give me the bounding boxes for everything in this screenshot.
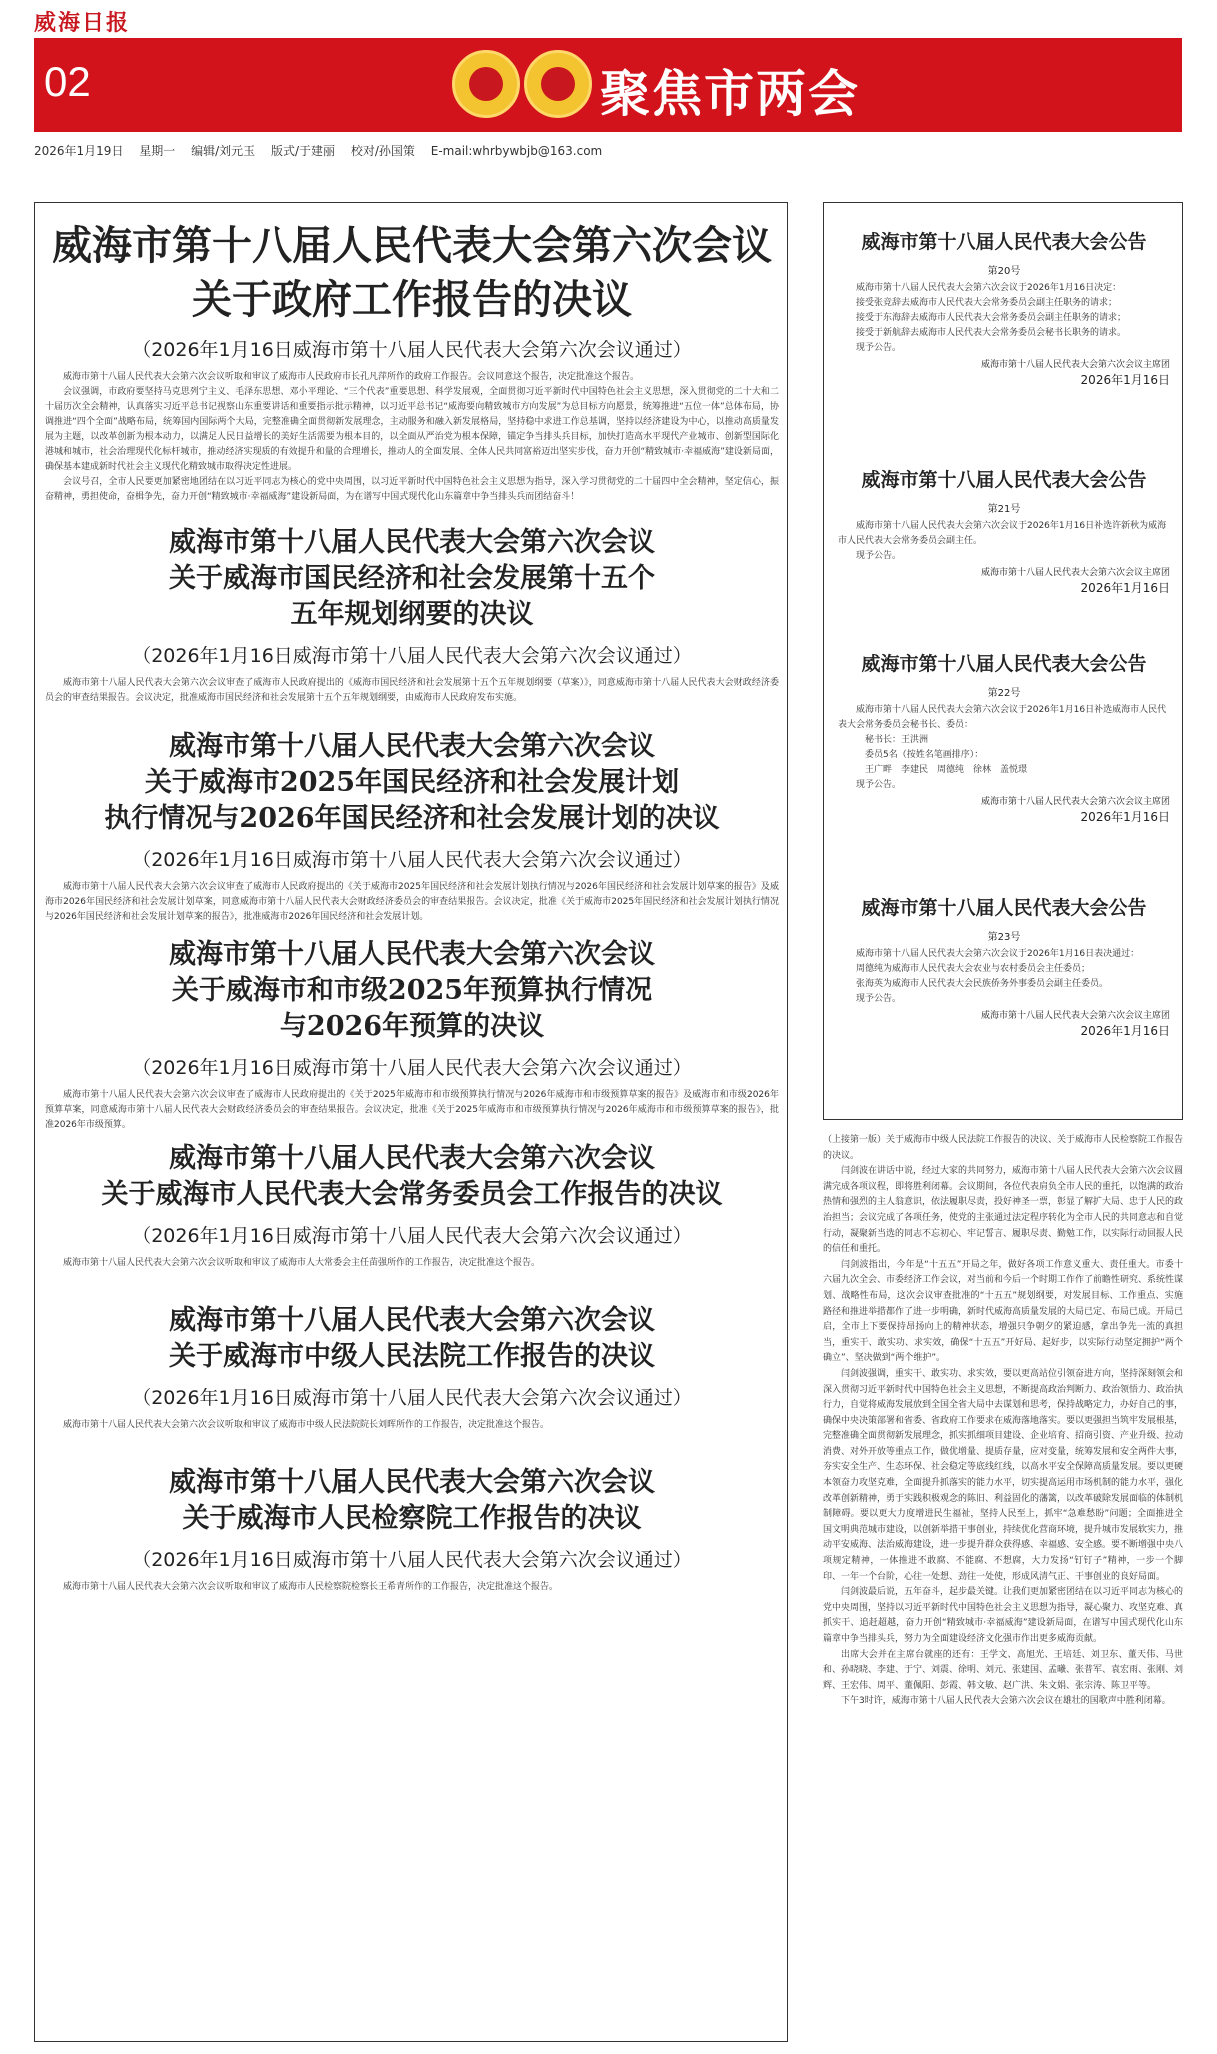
announcement-signature: 威海市第十八届人民代表大会第六次会议主席团 2026年1月16日 [980, 797, 1170, 824]
newspaper-logo: 威海日报 [34, 10, 131, 36]
proofreader: 校对/孙国策 [350, 144, 415, 158]
announcement-body: 威海市第十八届人民代表大会第六次会议于2026年1月16日表决通过： 周德纯为威海市人民代表大会农业与农村委员会主任委员； 张海英为威海市人民代表大会民族侨务外事委员会副主任委员。 现予公告。 [856, 949, 1140, 1004]
article-subtitle: （2026年1月16日威海市第十八届人民代表大会第六次会议通过） [132, 645, 692, 667]
announcement-23 [838, 893, 1170, 1039]
article-budget [45, 937, 779, 1133]
article-subtitle: （2026年1月16日威海市第十八届人民代表大会第六次会议通过） [132, 1387, 692, 1409]
announcement-body: 威海市第十八届人民代表大会第六次会议于2026年1月16日补选许新秋为威海市人民代表大会常务委员会副主任。 现予公告。 [838, 521, 1167, 561]
article-title: 威海市第十八届人民代表大会第六次会议 关于威海市人民检察院工作报告的决议 [169, 1467, 655, 1534]
announcement-title: 威海市第十八届人民代表大会公告 [861, 231, 1147, 253]
article-title: 威海市第十八届人民代表大会第六次会议 关于威海市国民经济和社会发展第十五个 五年规划纲要的决议 [169, 527, 655, 630]
cppcc-emblem-icon [524, 50, 592, 118]
announcement-body: 威海市第十八届人民代表大会第六次会议于2026年1月16日决定： 接受张竞辞去威海市人民代表大会常务委员会副主任职务的请求； 接受于东海辞去威海市人民代表大会常务委员会副主任职务的请求； 接受于新航辞去威海市人民代表大会常务委员会秘书长职务的请求。 现予公告。 [856, 283, 1127, 353]
announcement-signature: 威海市第十八届人民代表大会第六次会议主席团 2026年1月16日 [980, 568, 1170, 595]
article-body: 威海市第十八届人民代表大会第六次会议听取和审议了威海市中级人民法院院长刘晖所作的工作报告，决定批准这个报告。 [63, 1420, 550, 1430]
section-banner [34, 38, 1182, 132]
article-government-report [45, 219, 779, 505]
announcement-22 [838, 649, 1170, 825]
article-subtitle: （2026年1月16日威海市第十八届人民代表大会第六次会议通过） [132, 849, 692, 871]
article-title: 威海市第十八届人民代表大会第六次会议 关于政府工作报告的决议 [52, 222, 772, 323]
article-court [45, 1303, 779, 1433]
issue-date: 2026年1月19日 [34, 144, 124, 158]
announcement-body: 威海市第十八届人民代表大会第六次会议于2026年1月16日补选威海市人民代表大会常务委员会秘书长、委员： 秘书长：王洪洲 委员5名（按姓名笔画排序）： 王广畔 李建民 周德纯 徐林 盖悦璟 现予公告。 [838, 705, 1167, 790]
announcement-title: 威海市第十八届人民代表大会公告 [861, 653, 1147, 675]
article-procuratorate [45, 1465, 779, 1595]
section-title: 聚焦市两会 [600, 65, 860, 123]
announcement-21 [838, 465, 1170, 596]
article-body: 威海市第十八届人民代表大会第六次会议听取和审议了威海市人民政府市长孔凡萍所作的政府工作报告。会议同意这个报告，决定批准这个报告。 会议强调，市政府要坚持马克思列宁主义、毛泽东思想、邓小平理论、“三个代表”重要思想、科学发展观，全面贯彻习近平新时代中国特色社会主义思想，深入贯彻党的二十大和二十届历次全会精神，认真落实习近平总书记视察山东重要讲话和重要指示批示精神，以习近平总书记“威海要向精致城市方向发展”为总目标方向愿景，统筹推进“五位一体”总体布局，协调推进“四个全面”战略布局，统筹国内国际两个大局，完整准确全面贯彻新发展理念，主动服务和融入新发展格局，坚持稳中求进工作总基调，坚持以经济建设为中心，以推动高质量发展为主题，以改革创新为根本动力，以满足人民日益增长的美好生活需要为根本目的，以全面从严治党为根本保障，锚定争当排头兵目标，加快打造高水平现代产业城市、创新型国际化港城和城市，社会治理现代化标杆城市，推动经济实现质的有效提升和量的合理增长，推动人的全面发展、全体人民共同富裕迈出坚实步伐，奋力开创“精致城市·幸福威海”建设新局面，确保基本建成新时代社会主义现代化精致城市取得决定性进展。 会议号召，全市人民要更加紧密地团结在以习近平同志为核心的党中央周围，以习近平新时代中国特色社会主义思想为指导，深入学习贯彻党的二十届四中全会精神，坚定信心，振奋精神，勇担使命，奋楫争先，奋力开创“精致城市·幸福威海”建设新局面，为在谱写中国式现代化山东篇章中争当排头兵而团结奋斗！ [45, 372, 779, 502]
article-title: 威海市第十八届人民代表大会第六次会议 关于威海市2025年国民经济和社会发展计划 执行情况与2026年国民经济和社会发展计划的决议 [104, 731, 720, 834]
article-title: 威海市第十八届人民代表大会第六次会议 关于威海市人民代表大会常务委员会工作报告的决议 [101, 1143, 723, 1210]
article-title: 威海市第十八届人民代表大会第六次会议 关于威海市和市级2025年预算执行情况 与2026年预算的决议 [169, 939, 655, 1042]
page-number: 02 [44, 58, 91, 105]
announcement-title: 威海市第十八届人民代表大会公告 [861, 469, 1147, 491]
announcement-signature: 威海市第十八届人民代表大会第六次会议主席团 2026年1月16日 [980, 1011, 1170, 1038]
article-body: 威海市第十八届人民代表大会第六次会议审查了威海市人民政府提出的《关于2025年威海市和市级预算执行情况与2026年威海市和市级预算草案的报告》及威海市和市级2026年预算草案，同意威海市第十八届人民代表大会财政经济委员会的审查结果报告。会议决定，批准《关于2025年威海市和市级预算执行情况与2026年威海市和市级预算草案的报告》，批准2026年市级预算。 [45, 1090, 779, 1130]
editor: 编辑/刘元玉 [191, 144, 256, 158]
article-subtitle: （2026年1月16日威海市第十八届人民代表大会第六次会议通过） [132, 339, 692, 361]
article-subtitle: （2026年1月16日威海市第十八届人民代表大会第六次会议通过） [132, 1225, 692, 1247]
article-body: 威海市第十八届人民代表大会第六次会议审查了威海市人民政府提出的《关于威海市2025年国民经济和社会发展计划执行情况与2026年国民经济和社会发展计划草案的报告》及威海市2026年国民经济和社会发展计划草案，同意威海市第十八届人民代表大会财政经济委员会的审查结果报告。会议决定，批准《关于威海市2025年国民经济和社会发展计划执行情况与2026年国民经济和社会发展计划草案的报告》，批准威海市2026年国民经济和社会发展计划。 [45, 882, 779, 922]
continued-article: （上接第一版）关于威海市中级人民法院工作报告的决议、关于威海市人民检察院工作报告的决议。 闫剑波在讲话中说，经过大家的共同努力，威海市第十八届人民代表大会第六次会议圆满完成各项议程，即将胜利闭幕。会议期间，各位代表肩负全市人民的重托，以饱满的政治热情和强烈的主人翁意识，依法履职尽责，投好神圣一票，彰显了解扩大局、忠于人民的政治担当；会议完成了各项任务，使党的主张通过法定程序转化为全市人民的共同意志和自觉行动，凝聚新当选的同志不忘初心、牢记誓言、履职尽责、勤勉工作，以实际行动回报人民的信任和重托。 闫剑波指出，今年是“十五五”开局之年，做好各项工作意义重大、责任重大。市委十六届九次全会、市委经济工作会议，对当前和今后一个时期工作作了前瞻性研究、系统性谋划、战略性布局，这次会议审查批准的“十五五”规划纲要，对发展目标、工作重点、实施路径和推进举措都作了进一步明确，新时代威海高质量发展的大局已定、布局已成。开局已启，全市上下要保持昂扬向上的精神状态，增强只争朝夕的紧迫感，拿出争先一流的真担当，重实干、敢实功、求实效，确保“十五五”开好局、起好步，以实际行动坚定拥护“两个确立”、坚决做到“两个维护”。 闫剑波强调，重实干、敢实功、求实效，要以更高站位引领奋进方向，坚持深刻领会和深入贯彻习近平新时代中国特色社会主义思想，不断提高政治判断力、政治领悟力、政治执行力，自觉将威海发展放到全国全省大局中去谋划和思考，保持战略定力，办好自己的事，确保中央决策部署和省委、省政府工作要求在威海落地落实。要以更强担当筑牢发展根基，完整准确全面贯彻新发展理念，抓实抓细项目建设、企业培育、招商引资、产业升级、拉动消费、对外开放等重点工作，做优增量、提质存量，应对变量，统筹发展和安全两件大事，夯实安全生产、生态环保、社会稳定等底线红线，以高水平安全保障高质量发展。要以更硬本领奋力攻坚克难，全面提升抓落实的能力水平，切实提高运用市场机制的能力水平，强化改革创新精神，勇于实践积极观念的陈旧、利益固化的藩篱，以改革破除发展面临的体制机制障碍。要以更大力度增进民生福祉，坚持人民至上，抓牢“急难愁盼”问题；全面推进全国文明典范城市建设，以创新举措干事创业，持续优化营商环境，提升城市发展软实力，推动平安威海、法治威海建设，进一步提升群众获得感、幸福感、安全感。要不断增强中央八项规定精神，一体推进不敢腐、不能腐、不想腐，大力发扬“钉钉子”精神，一步一个脚印、一年一个台阶，心往一处想、劲往一处使，形成风清气正、干事创业的良好局面。 闫剑波最后说，五年奋斗，起步最关键。让我们更加紧密团结在以习近平同志为核心的党中央周围，坚持以习近平新时代中国特色社会主义思想为指导，凝心聚力、攻坚克难、真抓实干、追赶超越，奋力开创“精致城市·幸福威海”建设新局面，在谱写中国式现代化山东篇章中争当排头兵，努力为全面建设经济文化强市作出更多威海贡献。 出席大会并在主席台就座的还有：王学文、高旭光、王培廷、刘卫东、董天伟、马世和、孙晓晓、李建、于宁、刘震、徐明、刘元、张建国、孟曦、张普军、袁宏雨、张刚、刘辉、王宏伟、周平、董佩阳、彭霞、韩文敏、赵广洪、朱文娟、张宗涛、陈卫平等。 下午3时许，威海市第十八届人民代表大会第六次会议在雄壮的国歌声中胜利闭幕。 [823, 1135, 1184, 1707]
article-standing-committee [45, 1141, 779, 1271]
contact-email: E-mail:whrbywbjb@163.com [430, 144, 603, 158]
article-body: 威海市第十八届人民代表大会第六次会议听取和审议了威海市人大常委会主任苗强所作的工作报告，决定批准这个报告。 [63, 1258, 541, 1268]
announcement-signature: 威海市第十八届人民代表大会第六次会议主席团 2026年1月16日 [980, 360, 1170, 387]
announcement-number: 第23号 [987, 932, 1021, 943]
announcement-number: 第20号 [987, 266, 1021, 277]
article-body: 威海市第十八届人民代表大会第六次会议审查了威海市人民政府提出的《威海市国民经济和社会发展第十五个五年规划纲要（草案）》，同意威海市第十八届人民代表大会财政经济委员会的审查结果报告。会议决定，批准威海市国民经济和社会发展第十五个五年规划纲要，由威海市人民政府发布实施。 [45, 678, 779, 703]
national-emblem-icon [452, 50, 520, 118]
layout-editor: 版式/于建丽 [271, 144, 336, 158]
announcement-20 [838, 227, 1170, 388]
announcement-number: 第21号 [987, 504, 1021, 515]
article-subtitle: （2026年1月16日威海市第十八届人民代表大会第六次会议通过） [132, 1057, 692, 1079]
article-body: 威海市第十八届人民代表大会第六次会议听取和审议了威海市人民检察院检察长王希青所作的工作报告，决定批准这个报告。 [63, 1582, 559, 1592]
dateline [34, 142, 614, 159]
announcements-box [823, 202, 1183, 1120]
announcement-title: 威海市第十八届人民代表大会公告 [861, 897, 1147, 919]
article-fifteenth-plan [45, 525, 779, 706]
article-economic-plan [45, 729, 779, 925]
weekday: 星期一 [139, 144, 176, 158]
article-title: 威海市第十八届人民代表大会第六次会议 关于威海市中级人民法院工作报告的决议 [169, 1305, 655, 1372]
resolutions-box [34, 202, 788, 2042]
announcement-number: 第22号 [987, 688, 1021, 699]
article-subtitle: （2026年1月16日威海市第十八届人民代表大会第六次会议通过） [132, 1549, 692, 1571]
